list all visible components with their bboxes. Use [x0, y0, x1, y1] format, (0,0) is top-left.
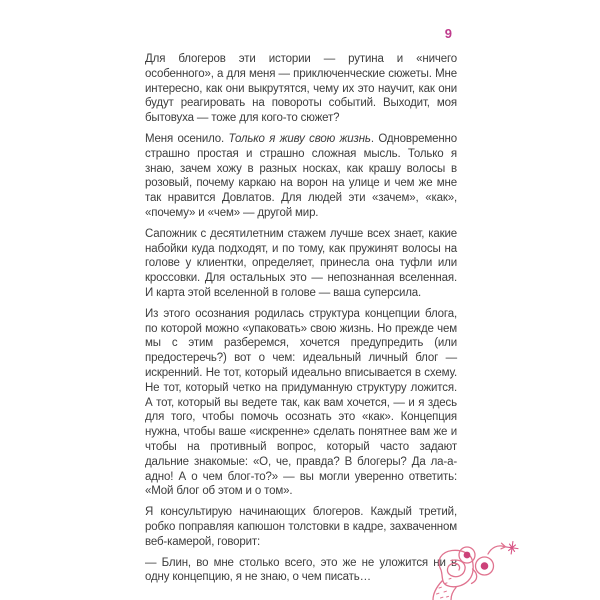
creature-head-doodle: [447, 560, 465, 577]
paragraph: [145, 307, 457, 499]
text-block: [145, 52, 457, 591]
paragraph-run: Сапожник с десятилетним стажем лучше всех знает, какие набойки куда подходят, и по тому, как пружинят волосы на голове у клиентки, определяет, принесла она туфли или кроссовки. Для остальных это — непознанная вселенная. И карта этой вселенной в голове — ваша суперсила.: [145, 227, 457, 299]
arrow-line: [488, 546, 504, 554]
sparkle-icon: [505, 541, 519, 555]
paragraph: [145, 227, 457, 301]
paragraph-run: Меня осенило.: [145, 132, 229, 145]
paragraph: [145, 556, 457, 586]
creature-neck-left: [433, 581, 442, 600]
paragraph: [145, 505, 457, 549]
binocular-pupil-left: [464, 552, 471, 559]
paragraph-run: . Одновременно страшно простая и страшно сложная мысль. Только я знаю, зачем хожу в разных носках, как крашу волосы в розовый, почему каркаю на ворон на улице и чем же мне так нравится Довлатов. Для людей эти «зачем», «как», «почему» и «чем» — другой мир.: [145, 132, 457, 219]
paragraph-run: — Блин, во мне столько всего, это же не уложится ни в одну концепцию, я не знаю, о чем писать…: [145, 556, 457, 584]
paragraph: [145, 52, 457, 126]
creature-binoculars-illustration: [420, 540, 525, 600]
paragraph: [145, 132, 457, 221]
paragraph-run-italic: Только я живу свою жизнь: [228, 132, 371, 145]
paragraph-run: Для блогеров эти истории — рутина и «ничего особенного», а для меня — приключенческие сюжеты. Мне интересно, как они выкрутятся, чему их это научит, как они будут реагировать на повороты событий. Выходит, моя бытовуха — тоже для кого-то сюжет?: [145, 53, 457, 125]
creature-neck-right: [451, 588, 456, 600]
paragraph-run: Из этого осознания родилась структура концепции блога, по которой можно «упаковать» свою жизнь. Но прежде чем мы с этим разберемся, хочется предупредить (или предостеречь?) вот о чем: идеальный личный блог — искренний. Не тот, который идеально вписывается в схему. Не тот, который четко на придуманную структуру ложится. А тот, который вы ведете так, как вам хочется, — и я здесь для того, чтобы помочь осознать это «как». Концепция нужна, чтобы ваше «искренне» сделать понятнее вам же и чтобы на противный вопрос, который часто задают дальние знакомые: «О, че, правда? В блогеры? Да ла-а-адно! А о чем блог-то?» — вы могли уверенно ответить: «Мой блог об этом и о том».: [145, 307, 457, 498]
page-number: 9: [444, 26, 452, 41]
binocular-pupil-right: [481, 562, 489, 570]
paragraph-run: Я консультирую начинающих блогеров. Каждый третий, робко поправляя капюшон толстовки в кадре, захваченном веб-камерой, говорит:: [145, 506, 457, 548]
